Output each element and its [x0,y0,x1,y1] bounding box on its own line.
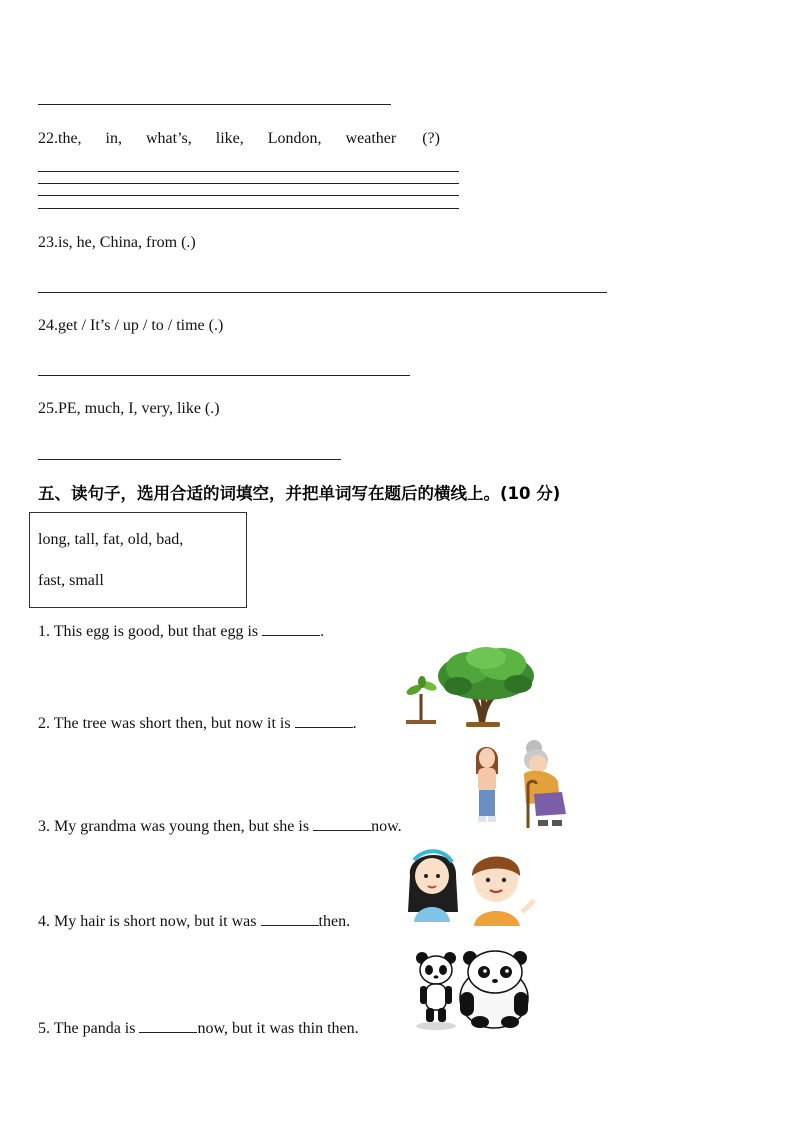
answer-line-22b[interactable] [38,183,459,184]
sentence-2 [38,713,357,733]
word: the, [58,130,82,147]
question-number: 23. [38,234,58,251]
sentence-5 [38,1018,359,1038]
sentence-text: 5. The panda is [38,1020,140,1037]
word-bank-line-2: fast, small [38,572,104,589]
young-and-old-picture [466,738,578,832]
question-number: 24. [38,317,58,334]
sentence-end: . [352,715,357,732]
word: London, [267,130,322,147]
sentence-3 [38,816,402,836]
blank-3[interactable] [313,816,371,831]
question-25 [38,400,220,418]
answer-line-21[interactable] [38,104,391,105]
section-title: 五、读句子，选用合适的词填空，并把单词写在题后的横线上。(10 分) [38,484,561,503]
word: (?) [422,130,440,147]
sentence-4 [38,911,350,931]
sentence-text: 4. My hair is short now, but it was [38,913,261,930]
sapling-icon [405,676,438,724]
sentence-text: 1. This egg is good, but that egg is [38,623,263,640]
blank-1[interactable] [262,621,320,636]
sentence-text: 3. My grandma was young then, but she is [38,818,314,835]
word-bank [29,512,247,608]
word: what’s, [146,130,192,147]
blank-2[interactable] [295,713,353,728]
sentence-end: then. [318,913,351,930]
young-woman-icon [476,747,498,822]
sentence-end: now. [371,818,402,835]
question-22 [38,130,440,148]
question-text: get / It’s / up / to / time (.) [58,317,224,334]
panda-picture [414,948,534,1032]
word: in, [105,130,122,147]
long-hair-girl-icon [408,851,458,922]
answer-line-24[interactable] [38,375,410,376]
sentence-1 [38,621,324,641]
question-number: 25. [38,400,58,417]
big-tree-icon [438,647,534,727]
question-23 [38,234,196,252]
blank-5[interactable] [139,1018,197,1033]
grandma-icon [524,740,566,828]
word: like, [215,130,244,147]
answer-line-22c[interactable] [38,195,459,196]
answer-line-25[interactable] [38,459,341,460]
answer-line-23[interactable] [38,292,607,293]
tree-picture [402,646,542,730]
word: weather [345,130,397,147]
blank-4[interactable] [261,911,319,926]
question-text: PE, much, I, very, like (.) [58,400,220,417]
fat-panda-icon [460,951,528,1028]
answer-line-22d[interactable] [38,208,459,209]
word-bank-line-1: long, tall, fat, old, bad, [38,531,184,548]
sentence-end: . [320,623,325,640]
question-24 [38,317,223,335]
hair-picture [404,846,540,926]
question-text: is, he, China, from (.) [58,234,196,251]
short-hair-boy-icon [472,857,534,927]
sentence-end: now, but it was thin then. [197,1020,359,1037]
thin-panda-icon [416,952,456,1030]
sentence-text: 2. The tree was short then, but now it is [38,715,295,732]
question-number: 22. [38,130,58,147]
answer-line-22a[interactable] [38,171,459,172]
